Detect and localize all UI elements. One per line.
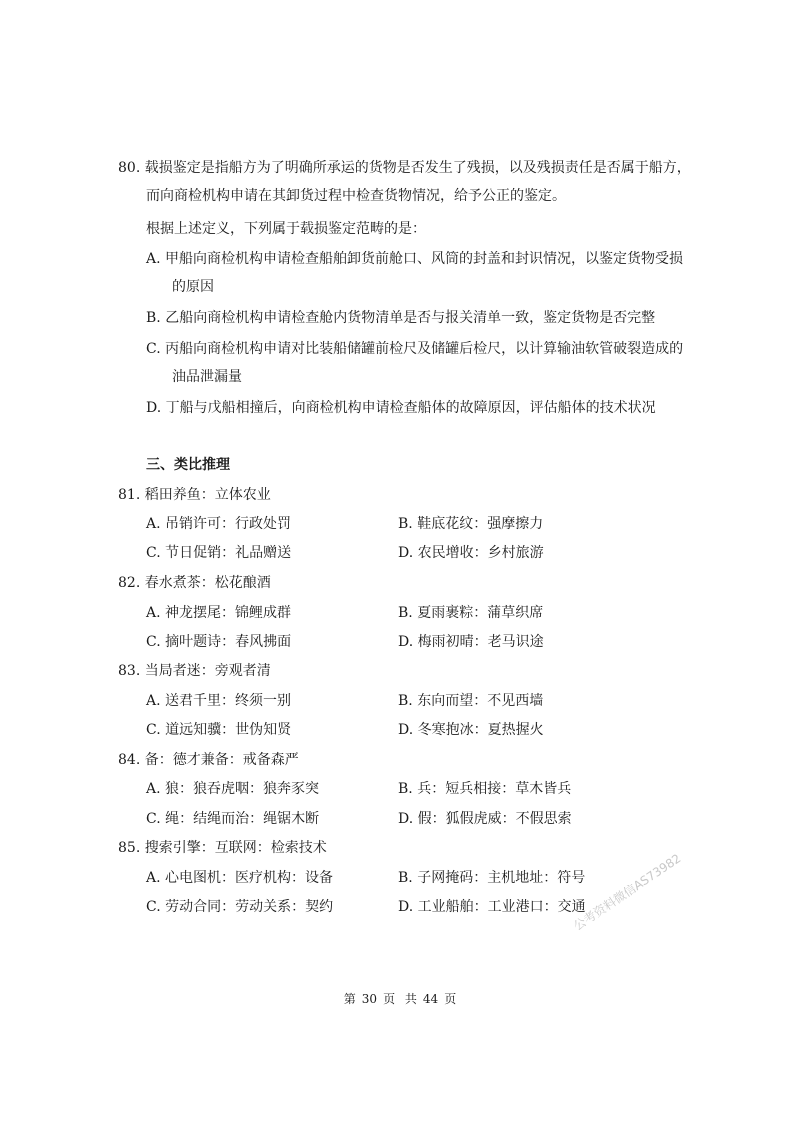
question-82-option-d: D. 梅雨初晴：老马识途 xyxy=(398,634,544,650)
question-84-option-b: B. 兵：短兵相接：草木皆兵 xyxy=(398,781,572,797)
page-footer xyxy=(0,991,800,1007)
question-81-option-d: D. 农民增收：乡村旅游 xyxy=(398,545,544,561)
question-85-stem: 85. 搜索引擎：互联网：检索技术 xyxy=(118,840,327,856)
question-81-option-a: A. 吊销许可：行政处罚 xyxy=(146,516,292,532)
question-85-option-c: C. 劳动合同：劳动关系：契约 xyxy=(146,899,334,915)
question-81-option-c: C. 节日促销：礼品赠送 xyxy=(146,545,292,561)
question-80-stem: 80. 载损鉴定是指船方为了明确所承运的货物是否发生了残损，以及残损责任是否属于船方， xyxy=(118,160,691,176)
question-80-option-d: D. 丁船与戊船相撞后，向商检机构申请检查船体的故障原因，评估船体的技术状况 xyxy=(146,400,656,416)
question-82-option-a: A. 神龙摆尾：锦鲤成群 xyxy=(146,605,292,621)
question-81-stem: 81. 稻田养鱼：立体农业 xyxy=(118,487,271,503)
question-80-option-c-cont: 油品泄漏量 xyxy=(172,369,242,385)
question-80-option-c: C. 丙船向商检机构申请对比装船储罐前检尺及储罐后检尺，以计算输油软管破裂造成的 xyxy=(146,341,684,357)
section-title: 三、类比推理 xyxy=(146,457,230,473)
question-83-stem: 83. 当局者迷：旁观者清 xyxy=(118,663,271,679)
question-83-option-d: D. 冬寒抱冰：夏热握火 xyxy=(398,722,544,738)
question-85-option-d: D. 工业船舶：工业港口：交通 xyxy=(398,899,586,915)
question-85-option-a: A. 心电图机：医疗机构：设备 xyxy=(146,870,334,886)
question-83-option-b: B. 东向而望：不见西墙 xyxy=(398,693,544,709)
question-80-option-a: A. 甲船向商检机构申请检查船舶卸货前舱口、风筒的封盖和封识情况，以鉴定货物受损 xyxy=(146,251,684,267)
question-84-option-d: D. 假：狐假虎威：不假思索 xyxy=(398,811,572,827)
question-80-option-a-cont: 的原因 xyxy=(172,279,214,295)
question-81-option-b: B. 鞋底花纹：强摩擦力 xyxy=(398,516,544,532)
question-82-option-c: C. 摘叶题诗：春风拂面 xyxy=(146,634,292,650)
question-84-option-a: A. 狼：狼吞虎咽：狼奔豕突 xyxy=(146,781,320,797)
footer-page-number: 30 xyxy=(361,992,378,1006)
question-82-stem: 82. 春水煮茶：松花酿酒 xyxy=(118,575,271,591)
question-80-prompt: 根据上述定义，下列属于载损鉴定范畴的是： xyxy=(146,221,426,237)
footer-prefix: 第 xyxy=(343,992,356,1006)
watermark: 公考资料微信AS73982 xyxy=(571,851,684,934)
question-82-option-b: B. 夏雨裹粽：蒲草织席 xyxy=(398,605,544,621)
question-85-option-b: B. 子网掩码：主机地址：符号 xyxy=(398,870,586,886)
question-80-stem-cont: 而向商检机构申请在其卸货过程中检查货物情况，给予公正的鉴定。 xyxy=(146,188,566,204)
question-84-option-c: C. 绳：结绳而治：绳锯木断 xyxy=(146,811,320,827)
question-80-option-b: B. 乙船向商检机构申请检查舱内货物清单是否与报关清单一致，鉴定货物是否完整 xyxy=(146,310,656,326)
question-83-option-c: C. 道远知骥：世伪知贤 xyxy=(146,722,292,738)
question-83-option-a: A. 送君千里：终须一别 xyxy=(146,693,292,709)
footer-mid: 页 xyxy=(383,992,396,1006)
footer-total-prefix: 共 xyxy=(404,992,417,1006)
footer-suffix: 页 xyxy=(444,992,457,1006)
question-84-stem: 84. 备：德才兼备：戒备森严 xyxy=(118,752,299,768)
footer-total-pages: 44 xyxy=(422,992,439,1006)
